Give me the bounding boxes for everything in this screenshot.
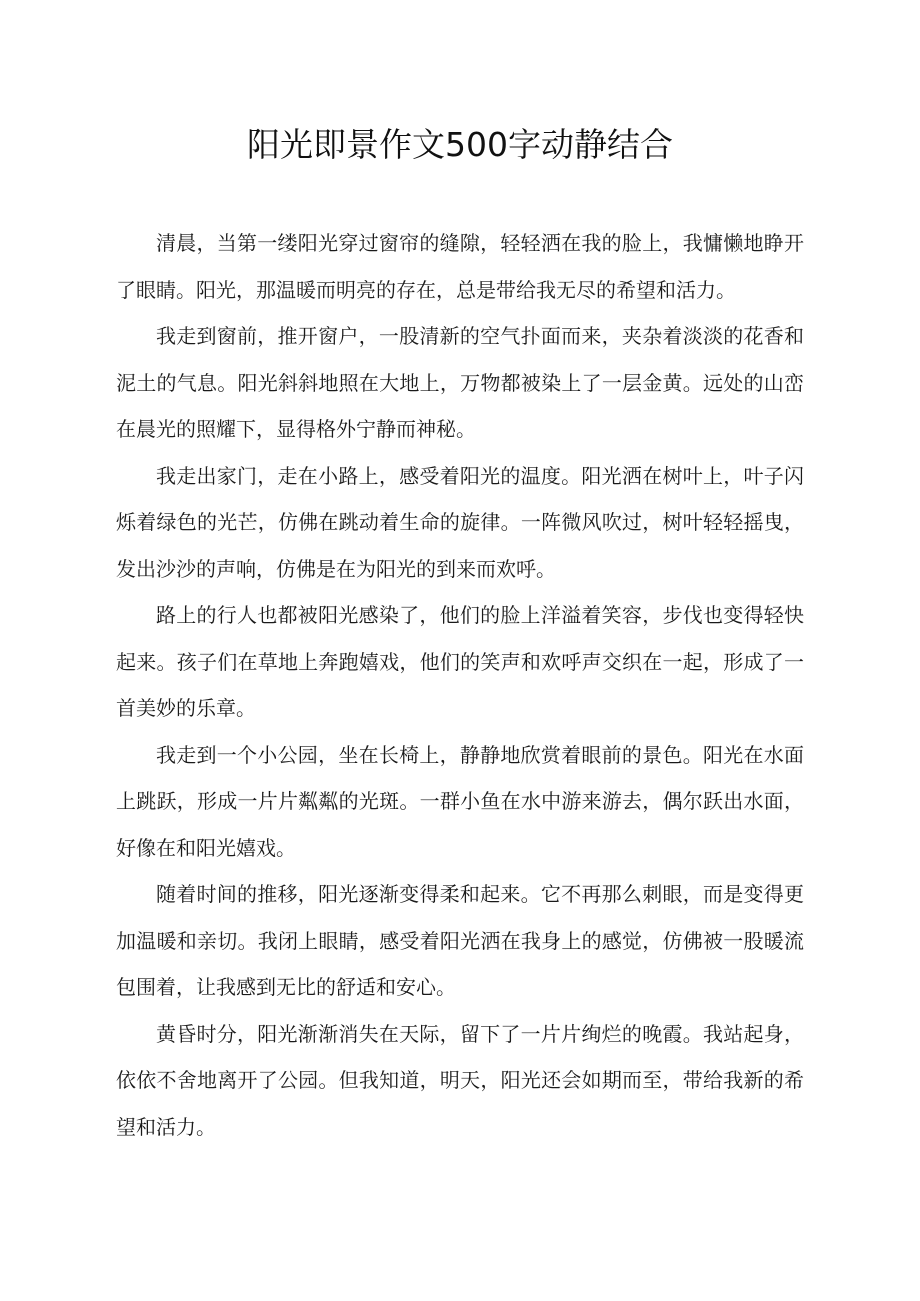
document-title: 阳光即景作文500字动静结合	[247, 125, 673, 164]
paragraph-3: 我走出家门，走在小路上，感受着阳光的温度。阳光洒在树叶上，叶子闪烁着绿色的光芒，仿佛在跳动着生命的旋律。一阵微风吹过，树叶轻轻摇曳，发出沙沙的声响，仿佛是在为阳光的到来而欢呼。	[116, 463, 804, 581]
paragraph-2: 我走到窗前，推开窗户，一股清新的空气扑面而来，夹杂着淡淡的花香和泥土的气息。阳光斜斜地照在大地上，万物都被染上了一层金黄。远处的山峦在晨光的照耀下，显得格外宁静而神秘。	[116, 324, 804, 441]
paragraph-5: 我走到一个小公园，坐在长椅上，静静地欣赏着眼前的景色。阳光在水面上跳跃，形成一片片粼粼的光斑。一群小鱼在水中游来游去，偶尔跃出水面，好像在和阳光嬉戏。	[116, 742, 804, 860]
document-body	[116, 220, 804, 1150]
paragraph-6: 随着时间的推移，阳光逐渐变得柔和起来。它不再那么刺眼，而是变得更加温暖和亲切。我闭上眼睛，感受着阳光洒在我身上的感觉，仿佛被一股暖流包围着，让我感到无比的舒适和安心。	[116, 882, 804, 999]
paragraph-7: 黄昏时分，阳光渐渐消失在天际，留下了一片片绚烂的晚霞。我站起身，依依不舍地离开了公园。但我知道，明天，阳光还会如期而至，带给我新的希望和活力。	[116, 1021, 804, 1139]
paragraph-1: 清晨，当第一缕阳光穿过窗帘的缝隙，轻轻洒在我的脸上，我慵懒地睁开了眼睛。阳光，那温暖而明亮的存在，总是带给我无尽的希望和活力。	[116, 231, 804, 302]
paragraph-4: 路上的行人也都被阳光感染了，他们的脸上洋溢着笑容，步伐也变得轻快起来。孩子们在草地上奔跑嬉戏，他们的笑声和欢呼声交织在一起，形成了一首美妙的乐章。	[116, 603, 804, 720]
